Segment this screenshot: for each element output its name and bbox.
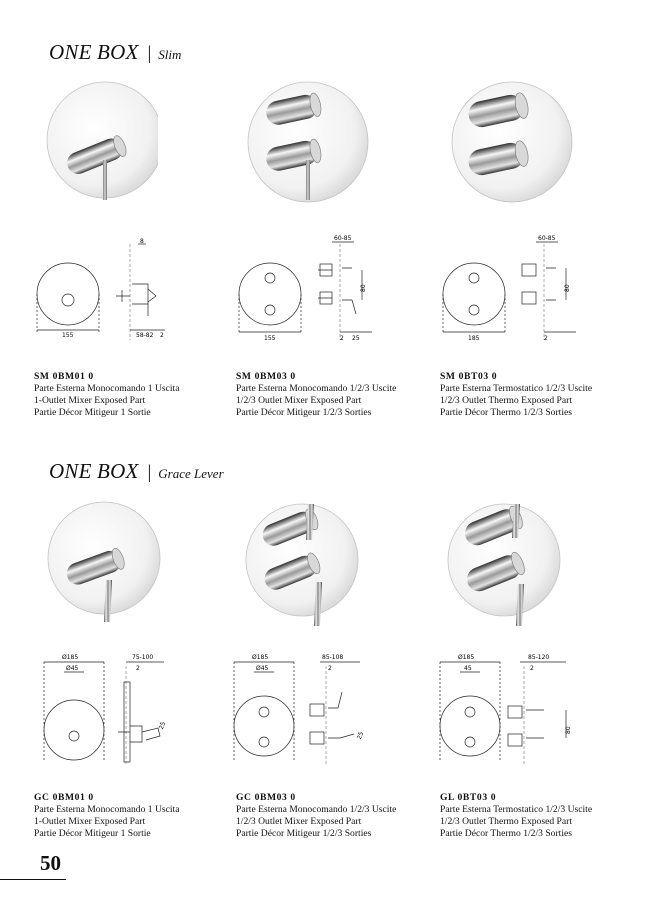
dimension-label: 75-100 xyxy=(132,654,154,661)
dimension-label: Ø185 xyxy=(458,654,475,661)
product-photo-gc-0bm03 xyxy=(238,496,368,636)
dimension-label: 2 xyxy=(160,332,164,339)
description-fr: Partie Décor Mitigeur 1 Sortie xyxy=(34,407,151,418)
product-photo-sm-0bt03 xyxy=(438,78,578,208)
description-it: Parte Esterna Monocomando 1 Uscita xyxy=(34,804,180,815)
product-caption xyxy=(440,371,592,419)
product-caption xyxy=(236,792,396,840)
description-it: Parte Esterna Monocomando 1 Uscita xyxy=(34,383,180,394)
product-code: SM 0BT03 0 xyxy=(440,371,498,382)
product-caption xyxy=(440,792,592,840)
description-fr: Partie Décor Mitigeur 1/2/3 Sorties xyxy=(236,407,372,418)
dimension-label: 25 xyxy=(157,720,168,731)
section-subtitle: Grace Lever xyxy=(158,466,224,481)
description-en: 1/2/3 Outlet Mixer Exposed Part xyxy=(236,816,362,827)
dimension-label: 85-108 xyxy=(322,654,344,661)
product-code: GC 0BM01 0 xyxy=(34,792,94,803)
product-caption xyxy=(34,792,179,840)
dimension-label: 45 xyxy=(464,665,472,672)
product-photo-sm-0bm01 xyxy=(28,78,158,208)
description-en: 1/2/3 Outlet Mixer Exposed Part xyxy=(236,395,362,406)
description-en: 1-Outlet Mixer Exposed Part xyxy=(34,395,146,406)
dimension-label: 2 xyxy=(328,665,332,672)
section-title-grace-lever xyxy=(49,459,224,484)
technical-drawing-gc-0bm03 xyxy=(230,652,390,772)
product-code: GC 0BM03 0 xyxy=(236,792,296,803)
description-fr: Partie Décor Thermo 1/2/3 Sorties xyxy=(440,828,572,839)
product-code: SM 0BM01 0 xyxy=(34,371,94,382)
section-title-separator: | xyxy=(147,462,152,483)
dimension-label: 2 xyxy=(340,335,344,342)
description-it: Parte Esterna Monocomando 1/2/3 Uscite xyxy=(236,804,397,815)
product-photo-sm-0bm03 xyxy=(236,78,376,208)
description-it: Parte Esterna Termostatico 1/2/3 Uscite xyxy=(440,804,593,815)
dimension-label: 60-85 xyxy=(334,235,352,242)
dimension-label: 25 xyxy=(352,335,360,342)
technical-drawing-gl-0bt03 xyxy=(436,652,596,772)
description-en: 1/2/3 Outlet Thermo Exposed Part xyxy=(440,395,572,406)
dimension-label: 2 xyxy=(136,665,140,672)
product-photo-gl-0bt03 xyxy=(440,496,570,636)
dimension-label: Ø185 xyxy=(62,654,79,661)
dimension-label: 60-85 xyxy=(538,235,556,242)
dimension-label: 80 xyxy=(565,726,572,734)
description-en: 1/2/3 Outlet Thermo Exposed Part xyxy=(440,816,572,827)
page-number: 50 xyxy=(40,851,61,875)
product-code: SM 0BM03 0 xyxy=(236,371,296,382)
technical-drawing-sm-0bt03 xyxy=(436,234,586,344)
description-fr: Partie Décor Mitigeur 1/2/3 Sorties xyxy=(236,828,372,839)
dimension-label: 2 xyxy=(530,665,534,672)
technical-drawing-sm-0bm01 xyxy=(30,234,180,344)
section-title-separator: | xyxy=(147,43,152,64)
product-caption xyxy=(34,371,179,419)
product-photo-gc-0bm01 xyxy=(36,498,166,630)
dimension-label: Ø45 xyxy=(66,665,79,672)
section-subtitle: Slim xyxy=(158,47,182,62)
dimension-label: 85-120 xyxy=(528,654,550,661)
dimension-label: 80 xyxy=(360,284,367,292)
product-caption xyxy=(236,371,396,419)
dimension-label: 155 xyxy=(264,335,276,342)
description-fr: Partie Décor Mitigeur 1 Sortie xyxy=(34,828,151,839)
dimension-label: 2 xyxy=(544,335,548,342)
description-fr: Partie Décor Thermo 1/2/3 Sorties xyxy=(440,407,572,418)
product-code: GL 0BT03 0 xyxy=(440,792,497,803)
technical-drawing-sm-0bm03 xyxy=(232,234,382,344)
section-title-slim xyxy=(49,40,181,65)
description-it: Parte Esterna Monocomando 1/2/3 Uscite xyxy=(236,383,397,394)
description-it: Parte Esterna Termostatico 1/2/3 Uscite xyxy=(440,383,593,394)
dimension-label: 155 xyxy=(62,332,74,339)
dimension-label: 58-82 xyxy=(136,332,154,339)
section-title-main: ONE BOX xyxy=(49,40,139,64)
dimension-label: Ø185 xyxy=(252,654,269,661)
page-number-rule xyxy=(0,879,66,880)
dimension-label: Ø45 xyxy=(256,665,269,672)
dimension-label: 185 xyxy=(468,335,480,342)
technical-drawing-gc-0bm01 xyxy=(34,652,184,772)
description-en: 1-Outlet Mixer Exposed Part xyxy=(34,816,146,827)
section-title-main: ONE BOX xyxy=(49,459,139,483)
dimension-label: 8 xyxy=(140,238,144,245)
dimension-label: 80 xyxy=(564,284,571,292)
dimension-label: 25 xyxy=(355,730,366,741)
